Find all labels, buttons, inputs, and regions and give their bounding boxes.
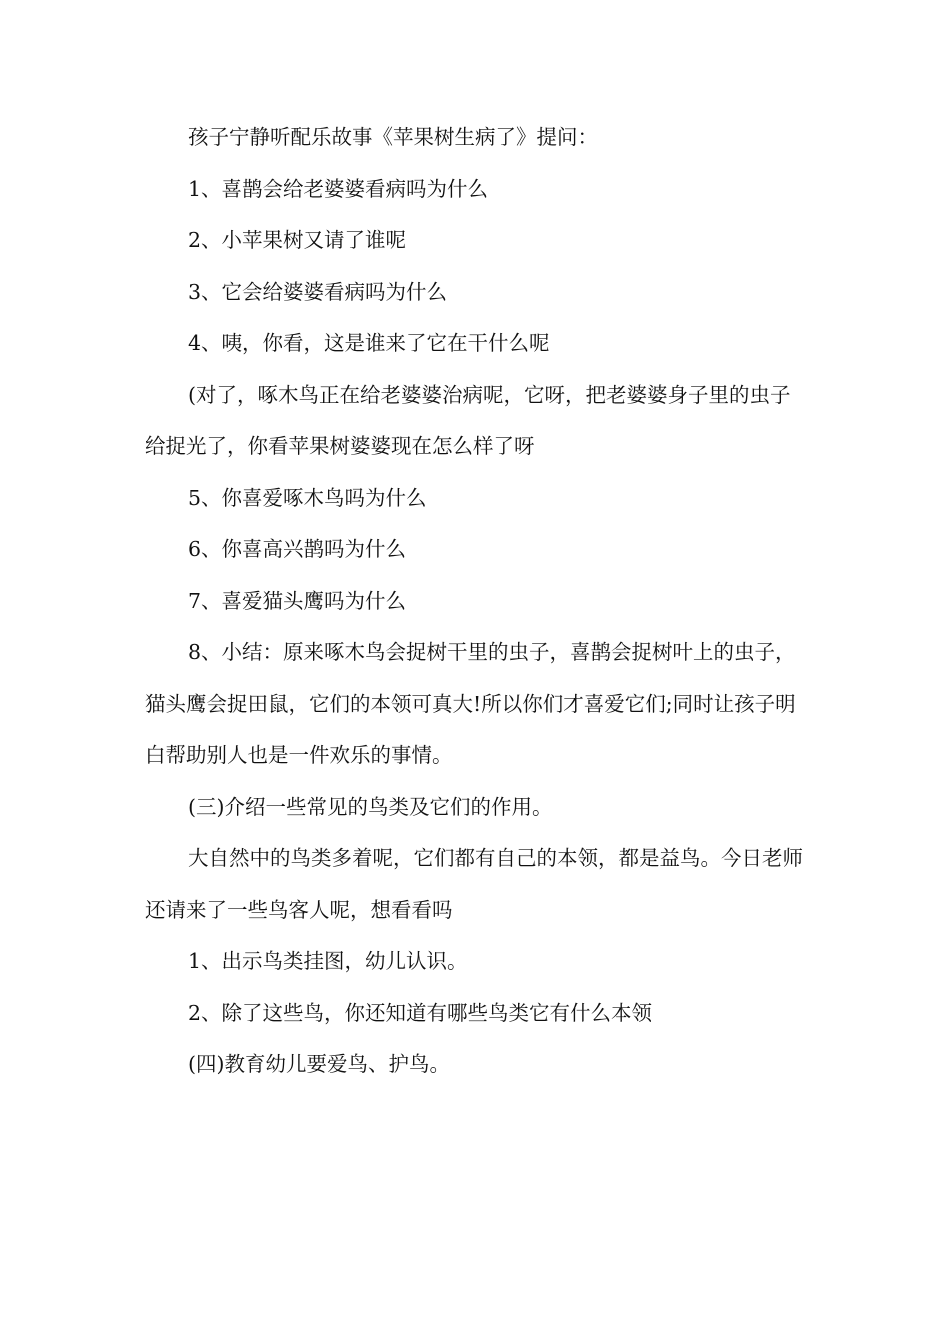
question-5: 5、你喜爱啄木鸟吗为什么 bbox=[188, 485, 427, 510]
activity-2: 2、除了这些鸟，你还知道有哪些鸟类它有什么本领 bbox=[188, 1000, 653, 1025]
paragraph-intro: 孩子宁静听配乐故事《苹果树生病了》提问： bbox=[188, 125, 598, 149]
question-4: 4、咦，你看，这是谁来了它在干什么呢 bbox=[188, 331, 550, 355]
section-three-heading: (三)介绍一些常见的鸟类及它们的作用。 bbox=[188, 794, 553, 819]
question-1: 1、喜鹊会给老婆婆看病吗为什么 bbox=[188, 176, 489, 201]
summary-8: 8、小结：原来啄木鸟会捉树干里的虫子，喜鹊会捉树叶上的虫子，猫头鹰会捉田鼠，它们的本领可真大!所以你们才喜爱它们;同时让孩子明白帮助别人也是一件欢乐的事情。 bbox=[145, 640, 796, 767]
question-7: 7、喜爱猫头鹰吗为什么 bbox=[188, 588, 407, 613]
question-2: 2、小苹果树又请了谁呢 bbox=[188, 228, 407, 252]
paragraph-woodpecker: (对了，啄木鸟正在给老婆婆治病呢，它呀，把老婆婆身子里的虫子给捉光了，你看苹果树婆婆现在怎么样了呀 bbox=[145, 382, 791, 458]
question-6: 6、你喜高兴鹊吗为什么 bbox=[188, 537, 407, 561]
document-body bbox=[145, 112, 810, 1091]
question-3: 3、它会给婆婆看病吗为什么 bbox=[188, 279, 448, 304]
section-four-heading: (四)教育幼儿要爱鸟、护鸟。 bbox=[188, 1052, 450, 1076]
paragraph-birds: 大自然中的鸟类多着呢，它们都有自己的本领，都是益鸟。今日老师还请来了一些鸟客人呢，想看看吗 bbox=[145, 846, 803, 922]
activity-1: 1、出示鸟类挂图，幼儿认识。 bbox=[188, 949, 468, 973]
